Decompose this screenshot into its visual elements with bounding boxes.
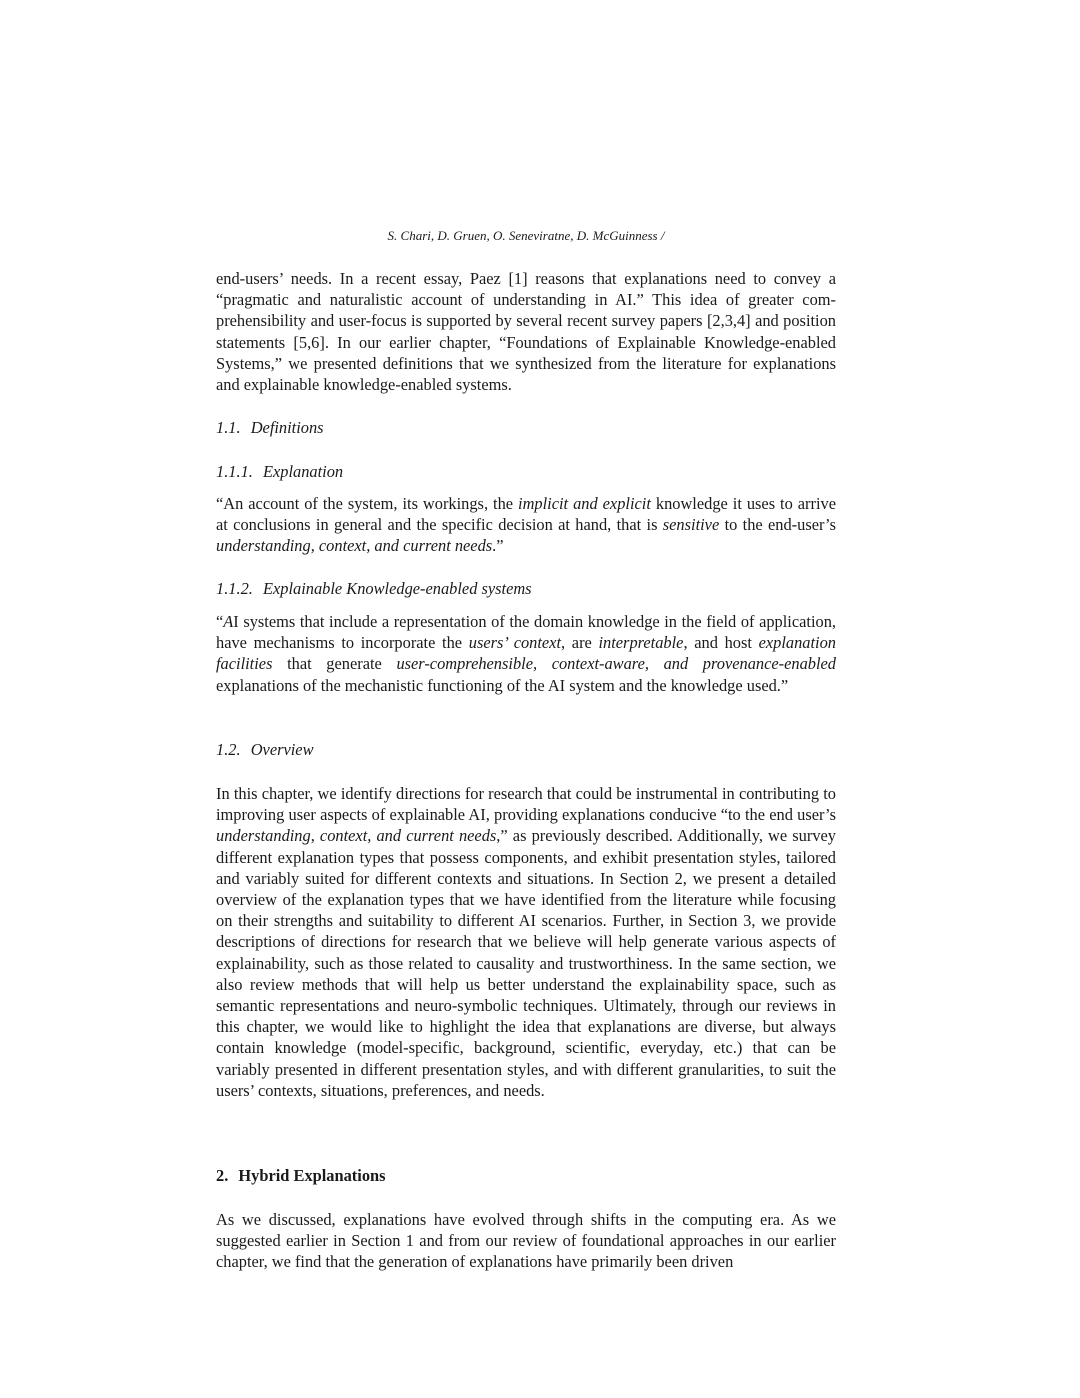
text-run: , and host bbox=[683, 633, 759, 653]
text-run: In this chapter, we identify directions for research that could be instrumental in contributing to improving user aspects of explainable AI, providing explanations conducive “to the end user’s bbox=[216, 784, 836, 825]
eke-systems-definition-quote bbox=[216, 611, 836, 696]
section-title: Hybrid Explanations bbox=[238, 1166, 386, 1185]
emphasis: users’ context bbox=[468, 633, 562, 653]
section-heading-1-1-2 bbox=[216, 579, 532, 599]
emphasis: user-comprehensible, context-aware, and provenance-enabled bbox=[396, 654, 836, 674]
text-run: “ bbox=[216, 612, 224, 631]
emphasis: A bbox=[223, 612, 234, 631]
emphasis: interpretable bbox=[598, 633, 684, 653]
text-run: I systems that include a representation of the domain knowledge in the field of application, have mechanisms to incorporate the bbox=[216, 612, 836, 653]
text-run: .” bbox=[492, 536, 504, 556]
overview-paragraph bbox=[216, 783, 836, 1101]
explanation-definition-quote bbox=[216, 493, 836, 557]
section-heading-1-1 bbox=[216, 418, 324, 438]
section-number: 2. bbox=[216, 1166, 229, 1185]
text-run: explanations of the mechanistic functioning of the AI system and the knowledge used.” bbox=[216, 675, 789, 695]
text-run: ,” as previously described. Additionally, we survey different explanation types that possess components, and exhibit presentation styles, tailored and variably suited for different contexts and situations. In Section 2, we present a detailed overview of the explanation types that we have identified from the literature while focusing on their strengths and suitability to different AI scenarios. Further, in Section 3, we provide descriptions of directions for research that we believe will help generate various aspects of explainability, such as those related to causality and trustworthiness. In the same section, we also review methods that will help us better understand the explainability space, such as semantic representations and neuro-symbolic techniques. Ultimately, through our reviews in this chapter, we would like to highlight the idea that explanations are diverse, but always contain knowledge (model-specific, background, scientific, everyday, etc.) that can be variably presented in different presentation styles, and with different granularities, to suit the users’ contexts, situations, preferences, and needs. bbox=[216, 826, 836, 1100]
section-title: Overview bbox=[250, 740, 314, 759]
hybrid-explanations-paragraph: As we discussed, explanations have evolved through shifts in the computing era. As we suggested earlier in Section 1 and from our review of foundational approaches in our earlier chapter, we find that the generation of explanations have primarily been driven bbox=[216, 1210, 836, 1272]
emphasis: sensitive bbox=[662, 515, 720, 535]
text-run: to the end-user’s bbox=[719, 515, 836, 535]
text-run: , are bbox=[561, 633, 599, 653]
section-title: Explanation bbox=[263, 462, 344, 481]
section-title: Definitions bbox=[250, 418, 324, 437]
section-number: 1.1.1. bbox=[216, 462, 253, 481]
emphasis: understanding, context, and current needs bbox=[216, 536, 493, 556]
intro-paragraph: end-users’ needs. In a recent essay, Paez [1] reasons that explanations need to convey a “pragmatic and naturalistic account of understanding in AI.” This idea of greater comprehensibility and user-focus is supported by several recent survey papers [2,3,4] and position statements [5,6]. In our earlier chapter, “Foundations of Explainable Knowledge-enabled Systems,” we presented definitions that we synthesized from the literature for explanations and explainable knowledge-enabled systems. bbox=[216, 269, 836, 395]
text-run: knowledge it uses to arrive at conclusions in general and the specific decision at hand, that is bbox=[216, 494, 836, 535]
emphasis: explanation facilities bbox=[216, 633, 836, 674]
text-run: “An account of the system, its workings, the bbox=[216, 494, 519, 513]
section-number: 1.1. bbox=[216, 418, 241, 437]
running-head-authors: S. Chari, D. Gruen, O. Seneviratne, D. McGuinness / bbox=[387, 228, 665, 243]
emphasis: implicit and explicit bbox=[518, 494, 651, 513]
text-run: that generate bbox=[272, 654, 397, 674]
emphasis: understanding, context, and current needs bbox=[216, 826, 497, 846]
section-heading-1-1-1 bbox=[216, 462, 343, 482]
section-number: 1.1.2. bbox=[216, 579, 253, 598]
section-title: Explainable Knowledge-enabled systems bbox=[263, 579, 532, 598]
section-number: 1.2. bbox=[216, 740, 241, 759]
section-heading-2 bbox=[216, 1166, 386, 1186]
section-heading-1-2 bbox=[216, 740, 314, 760]
